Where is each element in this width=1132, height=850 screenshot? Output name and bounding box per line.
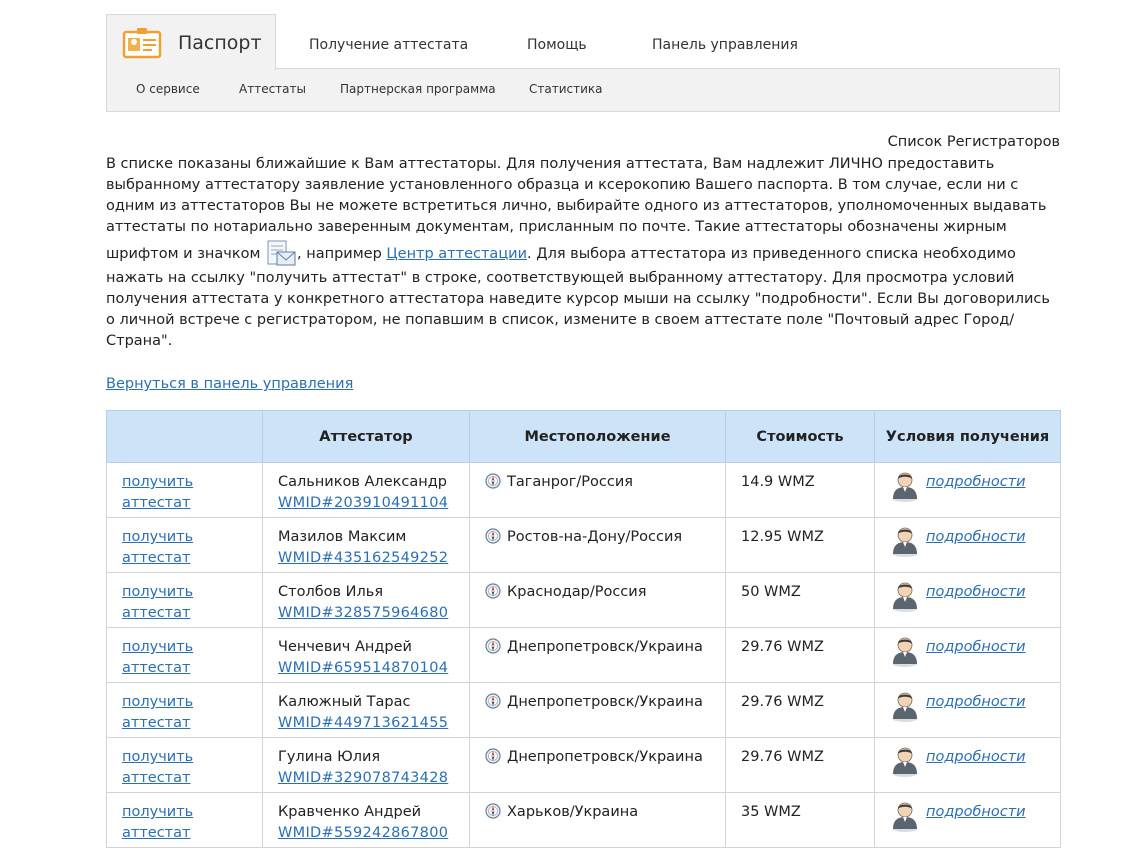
user-icon (890, 745, 920, 777)
user-icon (890, 470, 920, 502)
location-text: Краснодар/Россия (507, 584, 647, 600)
cell-registrar (263, 573, 470, 628)
cell-location (470, 793, 726, 848)
registrar-wmid-link[interactable]: WMID#659514870104 (278, 660, 449, 676)
registrar-wmid-link[interactable]: WMID#449713621455 (278, 715, 449, 731)
cell-conditions (875, 463, 1061, 518)
cell-price (726, 518, 875, 573)
cell-action (107, 573, 263, 628)
user-icon (890, 525, 920, 557)
details-link[interactable]: подробности (926, 804, 1026, 820)
cell-price (726, 628, 875, 683)
cell-registrar (263, 518, 470, 573)
registrar-wmid-link[interactable]: WMID#328575964680 (278, 605, 449, 621)
registrar-name: Сальников Александр (278, 474, 447, 490)
get-certificate-link[interactable]: получить аттестат (122, 474, 194, 511)
cell-location (470, 518, 726, 573)
certification-center-link[interactable]: Центр аттестации (386, 246, 528, 262)
compass-icon (485, 528, 501, 544)
cell-action (107, 628, 263, 683)
cell-action (107, 683, 263, 738)
intro-text (106, 154, 1060, 352)
cell-location (470, 738, 726, 793)
top-navigation (106, 14, 1060, 96)
cell-conditions (875, 628, 1061, 683)
details-link[interactable]: подробности (926, 474, 1026, 490)
brand-label: Паспорт (178, 31, 262, 54)
price-text: 50 WMZ (741, 584, 801, 600)
registrar-wmid-link[interactable]: WMID#203910491104 (278, 495, 449, 511)
table-row (107, 518, 1061, 573)
intro-part-1: В списке показаны ближайшие к Вам аттестаторы. Для получения аттестата, Вам надлежит ЛИЧНО предоставить выбранному аттестатору заявление установленного образца и ксерокопию Вашего паспорта. В том случае, если ни с одним из аттестаторов Вы не можете встретиться лично, выбирайте одного из аттестаторов, уполномоченных выдавать аттестаты по нотариально заверенным документам, присланным по почте. Такие аттестаторы обозначены жирным шрифтом и значком (106, 156, 1047, 262)
price-text: 29.76 WMZ (741, 694, 824, 710)
header-location: Местоположение (470, 411, 726, 463)
table-row (107, 463, 1061, 518)
cell-price (726, 683, 875, 738)
registrar-name: Калюжный Тарас (278, 694, 411, 710)
intro-part-3: . Для выбора аттестатора из приведенного списка необходимо нажать на ссылку "получить аттестат" в строке, соответствующей выбранному аттестатору. Для просмотра условий получения аттестата у конкретного аттестатора наведите курсор мыши на ссылку "подробности". Если Вы договорились о личной встрече с регистратором, не попавшим в список, измените в своем аттестате поле "Почтовый адрес Город/Страна". (106, 246, 1050, 349)
get-certificate-link[interactable]: получить аттестат (122, 584, 194, 621)
cell-action (107, 793, 263, 848)
cell-location (470, 573, 726, 628)
cell-price (726, 463, 875, 518)
cell-conditions (875, 738, 1061, 793)
header-price: Стоимость (726, 411, 875, 463)
price-text: 12.95 WMZ (741, 529, 824, 545)
registrar-name: Мазилов Максим (278, 529, 407, 545)
cell-location (470, 463, 726, 518)
user-icon (890, 580, 920, 612)
id-card-icon (122, 27, 162, 59)
subtab-about[interactable]: О сервисе (136, 82, 200, 96)
cell-action (107, 463, 263, 518)
tab-help[interactable]: Помощь (527, 37, 587, 53)
registrar-name: Гулина Юлия (278, 749, 381, 765)
price-text: 29.76 WMZ (741, 749, 824, 765)
registrar-wmid-link[interactable]: WMID#435162549252 (278, 550, 449, 566)
get-certificate-link[interactable]: получить аттестат (122, 529, 194, 566)
price-text: 14.9 WMZ (741, 474, 815, 490)
table-row (107, 628, 1061, 683)
cell-price (726, 793, 875, 848)
cell-location (470, 683, 726, 738)
details-link[interactable]: подробности (926, 639, 1026, 655)
compass-icon (485, 638, 501, 654)
table-row (107, 738, 1061, 793)
compass-icon (485, 748, 501, 764)
price-text: 35 WMZ (741, 804, 801, 820)
location-text: Днепропетровск/Украина (507, 749, 703, 765)
cell-registrar (263, 683, 470, 738)
cell-action (107, 518, 263, 573)
header-action (107, 411, 263, 463)
table-header-row (107, 411, 1061, 463)
table-row (107, 793, 1061, 848)
header-registrar: Аттестатор (263, 411, 470, 463)
registrar-wmid-link[interactable]: WMID#329078743428 (278, 770, 449, 786)
location-text: Харьков/Украина (507, 804, 639, 820)
table-row (107, 573, 1061, 628)
tab-control-panel[interactable]: Панель управления (652, 37, 798, 53)
cell-registrar (263, 463, 470, 518)
price-text: 29.76 WMZ (741, 639, 824, 655)
details-link[interactable]: подробности (926, 694, 1026, 710)
subtab-statistics[interactable]: Статистика (529, 82, 603, 96)
user-icon (890, 635, 920, 667)
list-title: Список Регистраторов (887, 134, 1060, 150)
cell-conditions (875, 573, 1061, 628)
cell-location (470, 628, 726, 683)
table-row (107, 683, 1061, 738)
location-text: Ростов-на-Дону/Россия (507, 529, 683, 545)
details-link[interactable]: подробности (926, 529, 1026, 545)
tab-passport[interactable] (106, 14, 276, 70)
get-certificate-link[interactable]: получить аттестат (122, 694, 194, 731)
cell-price (726, 738, 875, 793)
location-text: Таганрог/Россия (507, 474, 634, 490)
registrar-name: Столбов Илья (278, 584, 384, 600)
cell-price (726, 573, 875, 628)
registrars-table (106, 410, 1061, 848)
compass-icon (485, 583, 501, 599)
subtab-partner-program[interactable]: Партнерская программа (340, 82, 496, 96)
header-conditions: Условия получения (875, 411, 1061, 463)
compass-icon (485, 473, 501, 489)
subtab-certificates[interactable]: Аттестаты (239, 82, 306, 96)
intro-part-2: , например (297, 246, 387, 262)
get-certificate-link[interactable]: получить аттестат (122, 749, 194, 786)
certificate-mail-icon (265, 238, 297, 268)
user-icon (890, 800, 920, 832)
user-icon (890, 690, 920, 722)
details-link[interactable]: подробности (926, 749, 1026, 765)
registrar-name: Кравченко Андрей (278, 804, 422, 820)
location-text: Днепропетровск/Украина (507, 694, 703, 710)
tab-get-certificate[interactable]: Получение аттестата (309, 37, 469, 53)
cell-conditions (875, 518, 1061, 573)
page (106, 14, 1060, 841)
registrar-name: Ченчевич Андрей (278, 639, 412, 655)
compass-icon (485, 803, 501, 819)
cell-action (107, 738, 263, 793)
get-certificate-link[interactable]: получить аттестат (122, 639, 194, 676)
sub-navigation (106, 68, 1060, 112)
cell-conditions (875, 683, 1061, 738)
cell-conditions (875, 793, 1061, 848)
cell-registrar (263, 738, 470, 793)
back-to-control-panel-link[interactable]: Вернуться в панель управления (106, 376, 354, 392)
get-certificate-link[interactable]: получить аттестат (122, 804, 194, 841)
registrar-wmid-link[interactable]: WMID#559242867800 (278, 825, 449, 841)
cell-registrar (263, 628, 470, 683)
location-text: Днепропетровск/Украина (507, 639, 703, 655)
details-link[interactable]: подробности (926, 584, 1026, 600)
cell-registrar (263, 793, 470, 848)
compass-icon (485, 693, 501, 709)
